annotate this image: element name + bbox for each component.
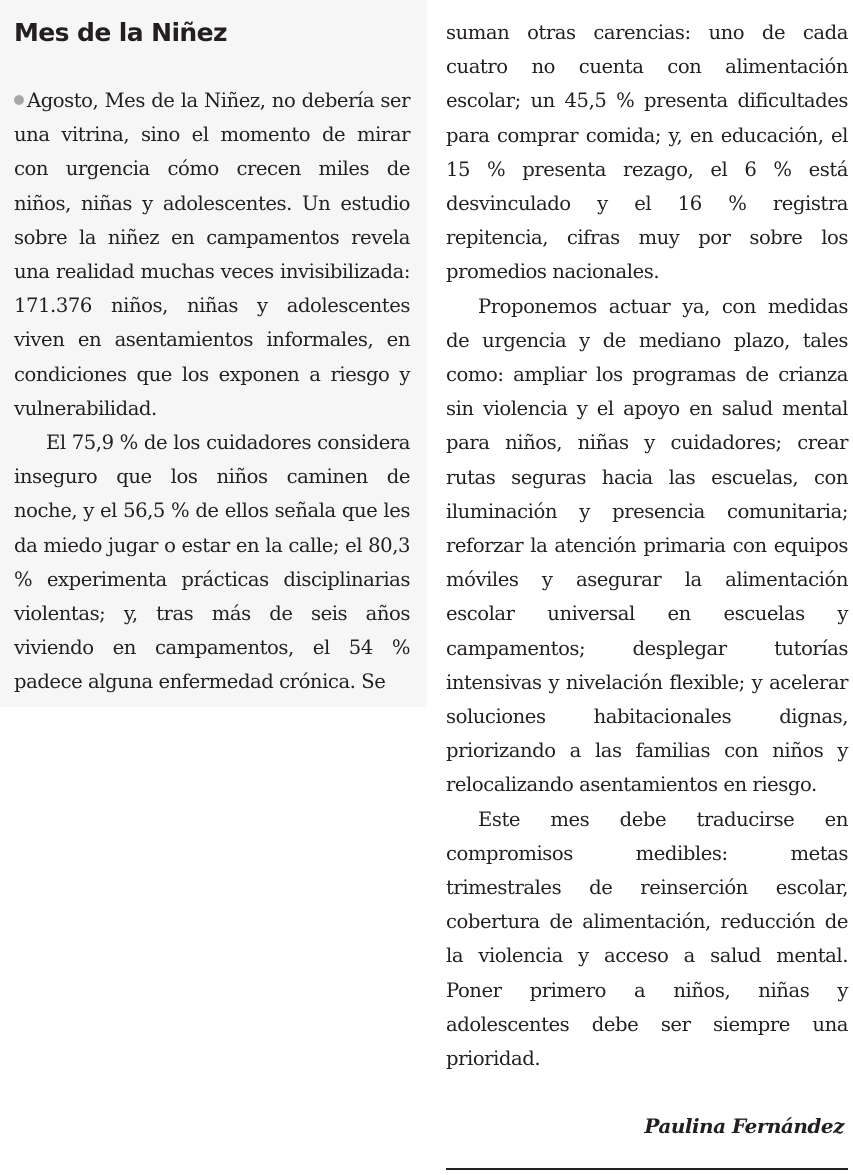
author-signature: Paulina Fernández [644, 1114, 844, 1138]
letter-body-left [14, 84, 410, 700]
paragraph-conclusion [446, 803, 848, 1077]
paragraph-statistics-text: El 75,9 % de los cuidadores considera inseguro que los niños caminen de noche, y el 56,5 % de ellos señala que les da miedo jugar o estar en la calle; el 80,3 % experimenta prácticas disciplinarias violentas; y, tras más de seis años viviendo en campamentos, el 54 % padece alguna enfermedad crónica. Se [14, 431, 410, 694]
letter-body-right [446, 16, 848, 1076]
paragraph-statistics [14, 426, 410, 700]
bullet-icon [14, 95, 24, 105]
paragraph-intro-text: Agosto, Mes de la Niñez, no debería ser una vitrina, sino el momento de mirar con urgencia cómo crecen miles de niños, niñas y adolescentes. Un estudio sobre la niñez en campamentos revela una realidad muchas veces invisibilizada: 171.376 niños, niñas y adolescentes viven en asentamientos informales, en condiciones que los exponen a riesgo y vulnerabilidad. [14, 89, 410, 420]
letter-headline: Mes de la Niñez [14, 18, 227, 47]
paragraph-intro [14, 84, 410, 426]
paragraph-statistics-continued: suman otras carencias: uno de cada cuatro no cuenta con alimentación escolar; un 45,5 % presenta dificultades para comprar comida; y, en educación, el 15 % presenta rezago, el 6 % está desvinculado y el 16 % registra repitencia, cifras muy por sobre los promedios nacionales. [446, 21, 848, 284]
bottom-divider [446, 1168, 848, 1170]
paragraph-conclusion-text: Este mes debe traducirse en compromisos medibles: metas trimestrales de reinserción escolar, cobertura de alimentación, reducción de la violencia y acceso a salud mental. Poner primero a niños, niñas y adolescentes debe ser siempre una prioridad. [446, 807, 848, 1071]
paragraph-proposals [446, 290, 848, 803]
paragraph-proposals-text: Proponemos actuar ya, con medidas de urgencia y de mediano plazo, tales como: ampliar los programas de crianza sin violencia y el apoyo en salud mental para niños, niñas y cuidadores; crear rutas seguras hacia las escuelas, con iluminación y presencia comunitaria; reforzar la atención primaria con equipos móviles y asegurar la alimentación escolar universal en escuelas y campamentos; desplegar tutorías intensivas y nivelación flexible; y acelerar soluciones habitacionales dignas, priorizando a las familias con niños y relocalizando asentamientos en riesgo. [446, 294, 848, 797]
